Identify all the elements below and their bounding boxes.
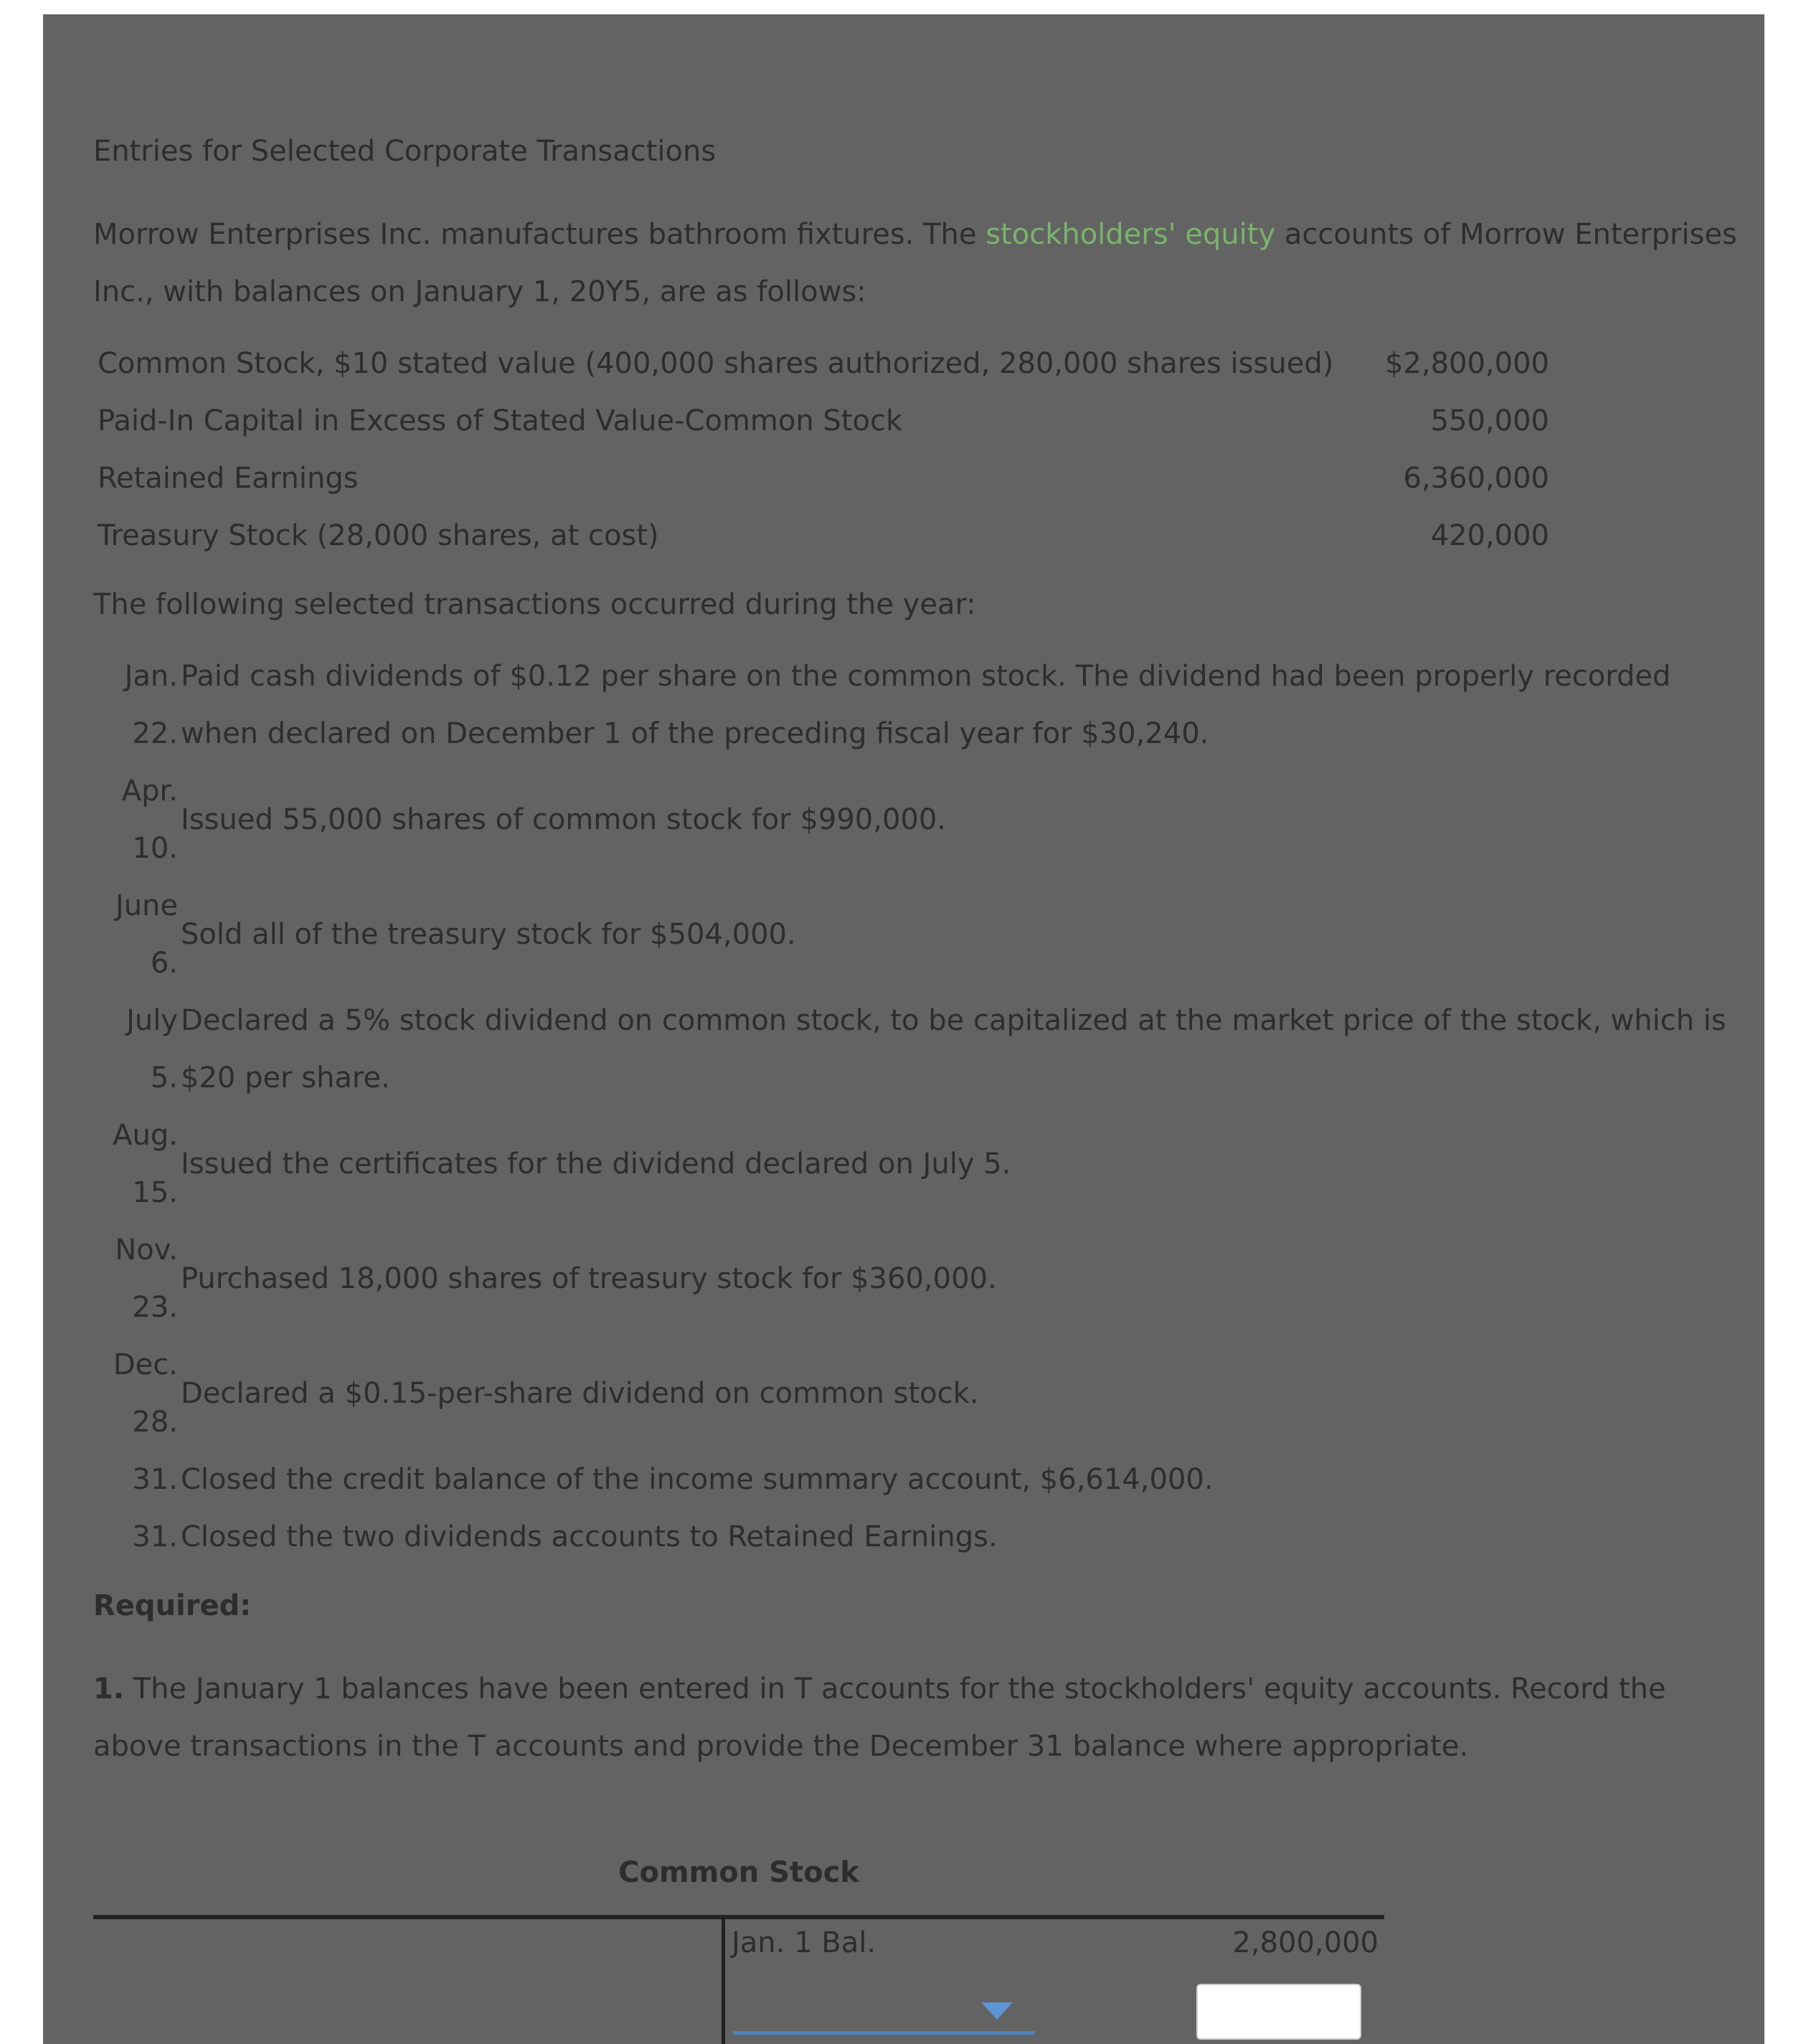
transaction-text: Declared a $0.15-per-share dividend on common stock. bbox=[181, 1377, 979, 1410]
transaction-text: Closed the two dividends accounts to Retained Earnings. bbox=[181, 1520, 998, 1553]
transaction-text: Sold all of the treasury stock for $504,000. bbox=[181, 918, 796, 951]
transaction-text: Issued the certificates for the dividend declared on July 5. bbox=[181, 1148, 1011, 1180]
transaction-date: 28. bbox=[132, 1406, 178, 1439]
balance-label: Treasury Stock (28,000 shares, at cost) bbox=[98, 519, 659, 552]
intro-line-1 bbox=[93, 218, 1737, 251]
required-text: The January 1 balances have been entered in T accounts for the stockholders' equity accounts. Record the bbox=[133, 1672, 1666, 1705]
t-account-title: Common Stock bbox=[618, 1856, 859, 1889]
transaction-date: 15. bbox=[132, 1176, 178, 1209]
balance-amount: 420,000 bbox=[1430, 519, 1549, 552]
transaction-date: Nov. bbox=[115, 1234, 178, 1267]
transaction-date: Dec. bbox=[113, 1348, 178, 1381]
required-line-2: above transactions in the T accounts and provide the December 31 balance where appropriate. bbox=[93, 1730, 1469, 1763]
transactions-intro: The following selected transactions occurred during the year: bbox=[93, 588, 976, 621]
credit-amount-input[interactable] bbox=[1196, 1984, 1361, 2040]
transaction-date: 23. bbox=[132, 1291, 178, 1324]
intro-after-link: accounts of Morrow Enterprises bbox=[1284, 218, 1737, 251]
transaction-text: when declared on December 1 of the preceding fiscal year for $30,240. bbox=[181, 717, 1209, 750]
jan-1-bal-label: Jan. 1 Bal. bbox=[732, 1926, 876, 1959]
transaction-date: Jan. bbox=[124, 660, 178, 693]
transaction-date: Apr. bbox=[121, 775, 178, 808]
jan-1-bal-amount: 2,800,000 bbox=[1232, 1926, 1379, 1959]
problem-panel bbox=[43, 14, 1764, 2044]
transaction-text: $20 per share. bbox=[181, 1061, 390, 1094]
transaction-text: Purchased 18,000 shares of treasury stock for $360,000. bbox=[181, 1262, 997, 1295]
intro-before-link: Morrow Enterprises Inc. manufactures bathroom fixtures. The bbox=[93, 218, 977, 251]
balance-label: Common Stock, $10 stated value (400,000 shares authorized, 280,000 shares issued) bbox=[98, 347, 1334, 380]
balance-label: Retained Earnings bbox=[98, 462, 359, 495]
t-account-top-rule bbox=[93, 1915, 1384, 1919]
balance-amount: 550,000 bbox=[1430, 404, 1549, 437]
transaction-date: 31. bbox=[132, 1520, 178, 1553]
required-heading: Required: bbox=[93, 1589, 252, 1622]
stockholders-equity-link[interactable]: stockholders' equity bbox=[985, 218, 1276, 251]
balance-label: Paid-In Capital in Excess of Stated Value-Common Stock bbox=[98, 404, 903, 437]
transaction-text: Paid cash dividends of $0.12 per share on the common stock. The dividend had been properly recorded bbox=[181, 660, 1671, 693]
transaction-date: Aug. bbox=[113, 1119, 178, 1152]
t-account-center-rule bbox=[722, 1915, 725, 2044]
transaction-text: Issued 55,000 shares of common stock for $990,000. bbox=[181, 803, 947, 836]
transaction-date: 5. bbox=[150, 1061, 178, 1094]
required-line-1 bbox=[93, 1672, 1666, 1705]
transaction-date: 10. bbox=[132, 832, 178, 865]
transaction-text: Closed the credit balance of the income summary account, $6,614,000. bbox=[181, 1463, 1214, 1496]
transaction-date: June bbox=[115, 889, 178, 922]
problem-title: Entries for Selected Corporate Transactions bbox=[93, 135, 717, 168]
balance-amount: $2,800,000 bbox=[1384, 347, 1549, 380]
chevron-down-icon[interactable] bbox=[981, 2002, 1013, 2020]
required-number: 1. bbox=[93, 1672, 125, 1705]
intro-line-2: Inc., with balances on January 1, 20Y5, are as follows: bbox=[93, 275, 866, 308]
transaction-date: July bbox=[126, 1004, 178, 1037]
transaction-date: 31. bbox=[132, 1463, 178, 1496]
transaction-date: 6. bbox=[150, 947, 178, 980]
balance-amount: 6,360,000 bbox=[1403, 462, 1549, 495]
transaction-text: Declared a 5% stock dividend on common stock, to be capitalized at the market price of the stock, which is bbox=[181, 1004, 1726, 1037]
transaction-date: 22. bbox=[132, 717, 178, 750]
dropdown-underline[interactable] bbox=[733, 2031, 1034, 2035]
